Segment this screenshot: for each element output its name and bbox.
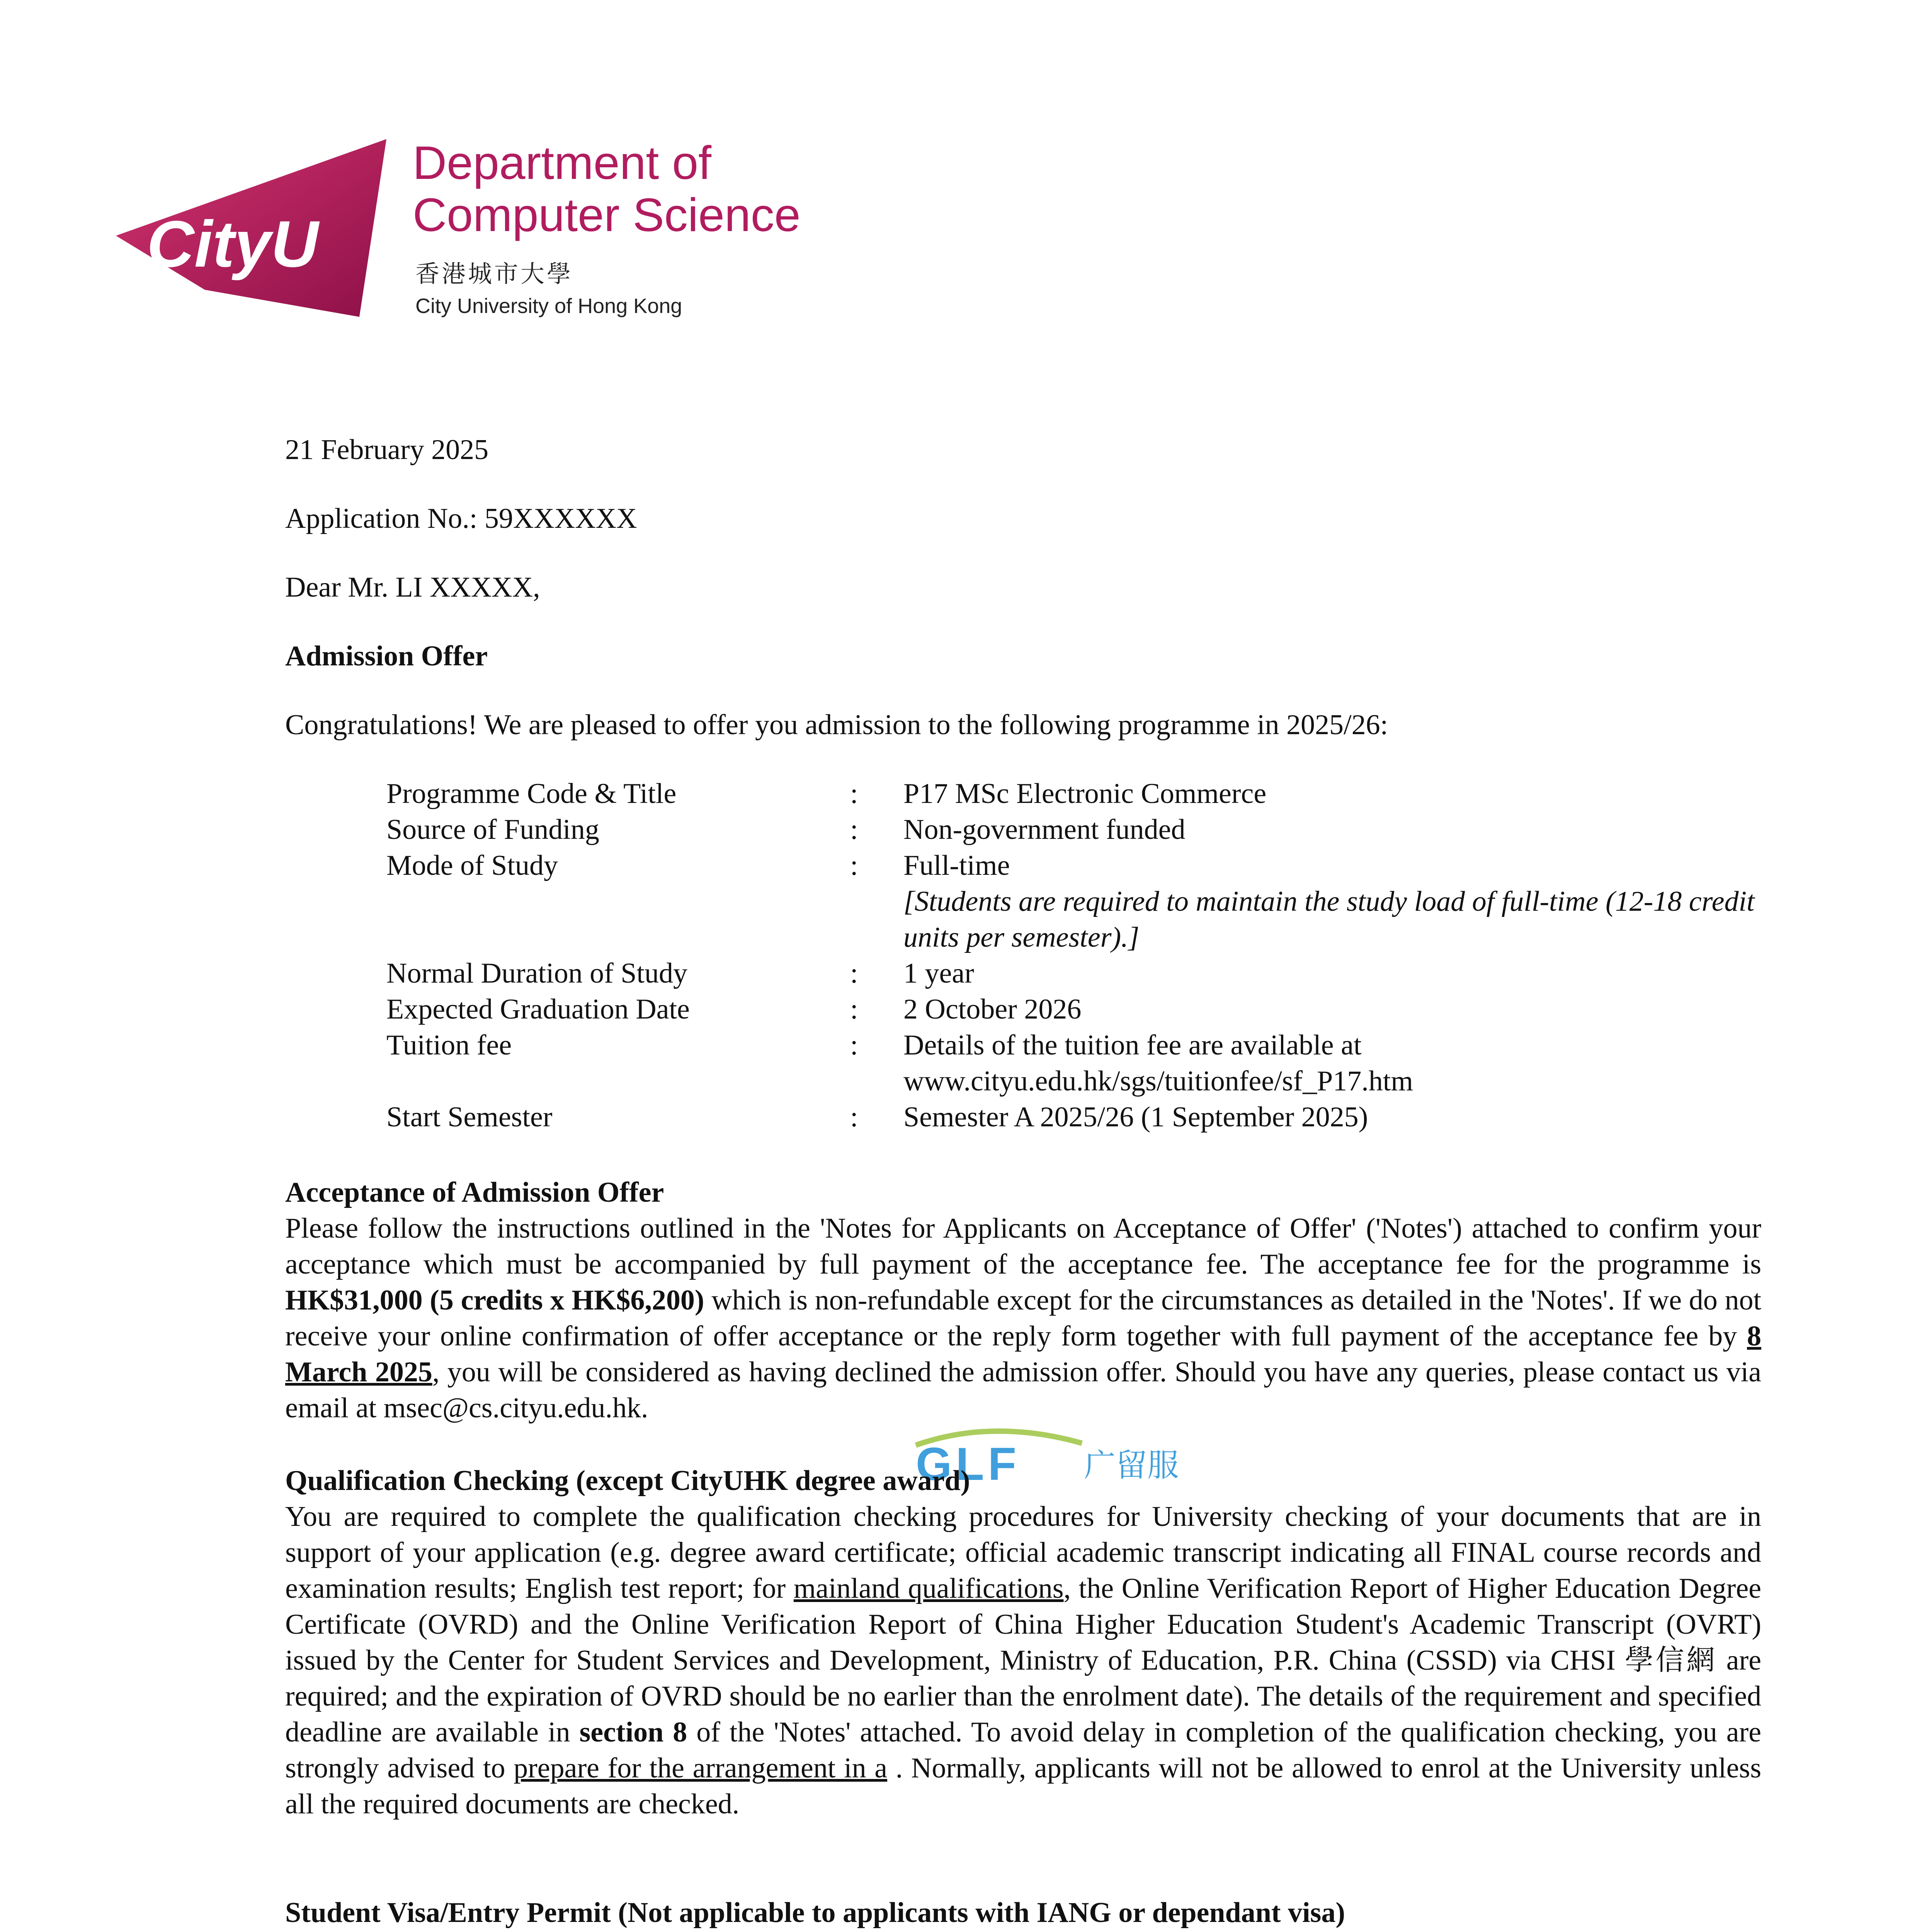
programme-details-table [0, 776, 1917, 1147]
qualification-paragraph [285, 1499, 1761, 1822]
svg-text:GLF: GLF [916, 1438, 1020, 1488]
row-colon: : [850, 957, 858, 989]
row-colon: : [850, 993, 858, 1025]
paragraph-text: Please follow the instructions outlined in the 'Notes for Applicants on Acceptance of Offer' ('Notes') attached to confirm your acceptance which must be accompanied by full payment of the acceptance fee. The acceptance fee for the programme is [285, 1213, 1761, 1280]
paragraph-text: of the 'Notes' attached. To avoid delay in completion of the qualification checking, you are strongly advised to [285, 1716, 1761, 1784]
row-label: Source of Funding [386, 814, 599, 845]
row-label: Tuition fee [386, 1029, 512, 1061]
row-colon: : [850, 1029, 858, 1061]
funding-source: Non-government funded [903, 814, 1186, 845]
row-label: Mode of Study [386, 850, 558, 881]
section-heading: Acceptance of Admission Offer [285, 1177, 664, 1208]
programme-title: P17 MSc Electronic Commerce [903, 778, 1267, 810]
row-colon: : [850, 850, 858, 881]
section-heading: Student Visa/Entry Permit (Not applicable to applicants with IANG or dependant visa) [285, 1897, 1345, 1929]
intro-paragraph: Congratulations! We are pleased to offer you admission to the following programme in 2025/26: [285, 709, 1388, 741]
row-label: Normal Duration of Study [386, 957, 687, 989]
tuition-fee-info: Details of the tuition fee are available at www.cityu.edu.hk/sgs/tuitionfee/sf_P17.htm [903, 1029, 1413, 1097]
row-label: Programme Code & Title [386, 778, 677, 810]
university-name-chinese: 香港城市大學 [415, 260, 573, 288]
row-label: Expected Graduation Date [386, 993, 690, 1025]
study-duration: 1 year [903, 957, 974, 989]
university-name-english: City University of Hong Kong [415, 294, 682, 318]
section-reference: section 8 [579, 1716, 687, 1748]
study-mode: Full-time [903, 850, 1010, 881]
prepare-arrangement-link[interactable]: prepare for the arrangement in a [514, 1752, 888, 1784]
row-colon: : [850, 814, 858, 845]
paragraph-text: which is non-refundable except for the circumstances as detailed in the 'Notes'. If we do not receive your online confirmation of offer acceptance or the reply form together with full payment of the acceptance fee by [285, 1284, 1761, 1352]
row-colon: : [850, 1101, 858, 1133]
department-name-line2: Computer Science [413, 189, 801, 241]
row-colon: : [850, 778, 858, 810]
paragraph-text: , you will be considered as having declined the admission offer. Should you have any queries, please contact us via email at msec@cs.cityu.edu.hk. [285, 1356, 1761, 1424]
section-heading: Qualification Checking (except CityUHK degree award) [285, 1465, 970, 1497]
cityu-logo [116, 139, 394, 317]
paragraph-text: . Normally, applicants will not be allowed to enrol at the University unless all the required documents are checked. [285, 1752, 1762, 1820]
logo-text: CityU [147, 207, 318, 281]
paragraph-text: You are required to complete the qualification checking procedures for University checking of your documents that are in support of your application (e.g. degree award certificate; official academic transcript indicating all FINAL course records and examination results; English test report; for [285, 1501, 1761, 1604]
salutation: Dear Mr. LI XXXXX, [285, 571, 540, 603]
study-load-note: [Students are required to maintain the study load of full-time (12-18 credit units per semester).] [903, 886, 1755, 953]
acceptance-fee: HK$31,000 (5 credits x HK$6,200) [285, 1284, 704, 1316]
mainland-qualifications-link[interactable]: mainland qualifications [793, 1573, 1064, 1604]
svg-text:广留服: 广留服 [1084, 1447, 1179, 1484]
row-label: Start Semester [386, 1101, 553, 1133]
graduation-date: 2 October 2026 [903, 993, 1082, 1025]
application-number: Application No.: 59XXXXXX [285, 503, 637, 534]
paragraph-text: , the Online Verification Report of Higher Education Degree Certificate (OVRD) and the Online Verification Report of China Higher Education Student's Academic Transcript (OVRT) issued by the Center for Student Services and Development, Ministry of Education, P.R. China (CSSD) via CHSI 學信網 are required; and the expiration of OVRD should be no earlier than the enrolment date). The details of the requirement and specified deadline are available in [285, 1573, 1762, 1748]
qualification-section [285, 1463, 1761, 1822]
acceptance-section [285, 1175, 1761, 1426]
acceptance-deadline: 8 March 2025 [285, 1320, 1761, 1388]
visa-section [285, 1895, 1761, 1932]
acceptance-paragraph [285, 1211, 1761, 1426]
department-name-line1: Department of [413, 136, 712, 189]
letter-subject: Admission Offer [285, 640, 488, 672]
letter-date: 21 February 2025 [285, 434, 489, 466]
start-semester: Semester A 2025/26 (1 September 2025) [903, 1101, 1368, 1133]
